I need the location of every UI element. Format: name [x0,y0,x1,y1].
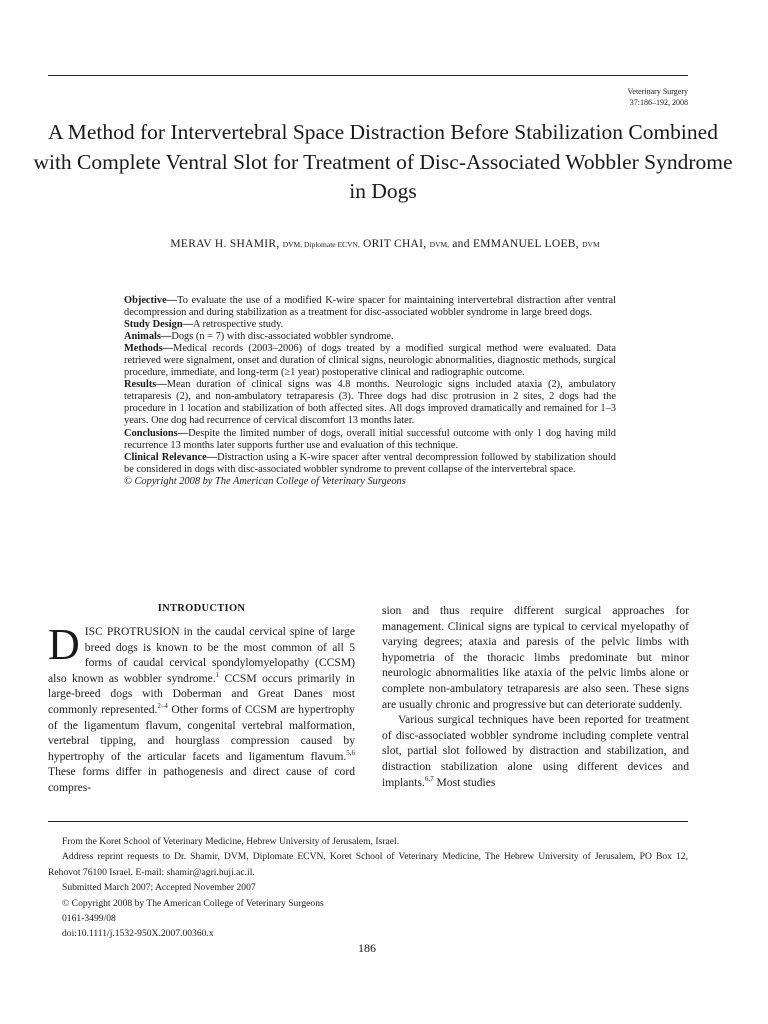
abstract-label: Conclusions— [124,427,189,439]
abstract-label: Animals— [124,331,172,343]
abstract-label: Methods— [124,343,174,355]
abstract-relevance [124,452,616,476]
abstract-label: Study Design— [124,319,194,331]
citation: 5,6 [346,748,355,757]
abstract-animals [124,331,616,343]
journal-issue: 37:186–192, 2008 [629,98,688,107]
body-column-left [48,603,355,796]
abstract-conclusions [124,428,616,452]
abstract-text: Distraction using a K-wire spacer after ventral decompression followed by stabilization should be considered in dogs with disc-associated wobbler syndrome to prevent collapse of the intervertebral space. [124,451,616,475]
abstract-objective [124,295,616,319]
footnote-dates: Submitted March 2007; Accepted November 2007 [62,882,256,894]
footnote-copyright: © Copyright 2008 by The American College of Veterinary Surgeons [62,897,324,909]
citation: 1 [215,670,220,679]
paragraph-text: Various surgical techniques have been reported for treatment of disc-associated wobbler syndrome including complete ventral slot, partial slot followed by distraction and stabilization, and distraction stabilization alone using different devices and implants. [382,713,689,789]
abstract-text: Dogs (n = 7) with disc-associated wobbler syndrome. [171,331,394,343]
abstract-design [124,319,616,331]
body-column-right [382,603,689,790]
author-joiner: and [452,238,470,250]
author-degree: DVM, [429,240,450,249]
intro-paragraph-1 [48,620,355,796]
abstract-methods [124,343,616,379]
abstract-label: Results— [124,379,167,391]
footnotes [48,834,688,942]
citation: 6,7 [424,774,434,783]
footnote-issn: 0161-3499/08 [62,913,116,925]
page-number: 186 [358,941,376,955]
author-degree: DVM, Diplomate ECVN, [282,240,360,249]
abstract-text: To evaluate the use of a modified K-wire spacer for maintaining intervertebral distraction after ventral decompression and during stabilization as a treatment for disc-associated wobbler syndrome in large breed dogs. [124,295,616,319]
author-name: ORIT CHAI, [362,238,427,250]
footnote-doi: doi:10.1111/j.1532-950X.2007.00360.x [62,928,214,940]
abstract-copyright: © Copyright 2008 by The American College of Veterinary Surgeons [124,475,406,487]
intro-paragraph-1-cont: sion and thus require different surgical approaches for management. Clinical signs are typical to cervical myelopathy of varying degrees; ataxia and paresis of the pelvic limbs with hypometria of the thoracic limbs predominate but minor neurologic abnormalities like ataxia of the pelvic limbs alone or complete non-ambulatory tetraparesis are also seen. These signs are usually chronic and progressive but can deteriorate suddenly. [382,604,689,711]
abstract-text: Despite the limited number of dogs, overall initial successful outcome with only 1 dog having mild recurrence 13 months later supports further use and evaluation of this technique. [124,427,616,451]
author-degree: DVM [582,240,600,249]
abstract-label: Objective— [124,295,178,306]
paragraph-text: ISC PROTRUSION in the caudal cervical spine of large breed dogs is known to be the most common of all 5 forms of caudal cervical spondylomyelopathy (CCSM) also known as wobbler syndrome. [48,625,355,685]
author-line [40,238,730,250]
paragraph-text: Other forms of CCSM are hypertrophy of the ligamentum flavum, congenital vertebral malformation, vertebral tipping, and hourglass compression caused by hypertrophy of the articular facets and ligamentum flavum. [48,702,355,763]
citation: 2–4 [157,702,168,711]
paragraph-text: These forms differ in pathogenesis and direct cause of cord compres- [48,765,355,794]
drop-cap: D [48,620,80,669]
author-name: EMMANUEL LOEB, [472,238,579,250]
intro-paragraph-2 [382,712,689,790]
section-heading: INTRODUCTION [157,603,246,614]
abstract-label: Clinical Relevance— [124,451,218,463]
footnote-address: Address reprint requests to Dr. Shamir, DVM, Diplomate ECVN, Koret School of Veterinary Medicine, The Hebrew University of Jerusalem, PO Box 12, Rehovot 76100 Israel. E-mail: shamir@agri.huji.ac.il. [48,851,688,878]
journal-name: Veterinary Surgery [627,87,688,96]
header-rule [48,75,688,76]
abstract-text: A retrospective study. [193,319,284,331]
abstract-text: Mean duration of clinical signs was 4.8 months. Neurologic signs included ataxia (2), ambulatory tetraparesis (2), and non-ambulatory tetraparesis (3). Three dogs had disc protrusion in 2 sites, 2 dogs had the procedure in 1 location and stabilization of both affected sites. All dogs improved dramatically and remained for 1–3 years. One dog had recurrence of cervical discomfort 13 months later. [124,379,616,427]
footnote-rule [48,821,688,822]
abstract [124,295,616,488]
footnote-affiliation: From the Koret School of Veterinary Medicine, Hebrew University of Jerusalem, Israel. [62,836,400,847]
paragraph-text: CCSM occurs primarily in large-breed dogs with Doberman and Great Danes most commonly represented. [48,671,355,716]
journal-meta [628,86,689,108]
article-title: A Method for Intervertebral Space Distraction Before Stabilization Combined with Complete Ventral Slot for Treatment of Disc-Associated Wobbler Syndrome in Dogs [33,120,733,203]
author-name: MERAV H. SHAMIR, [170,238,280,250]
abstract-text: Medical records (2003–2006) of dogs treated by a modified surgical method were evaluated. Data retrieved were signalment, onset and duration of clinical signs, neurologic abnormalities, diagnostic methods, surgical procedure, immediate, and long-term (≥1 year) postoperative clinical and radiographic outcome. [124,343,616,379]
paragraph-text: Most studies [433,775,496,789]
abstract-results [124,379,616,427]
